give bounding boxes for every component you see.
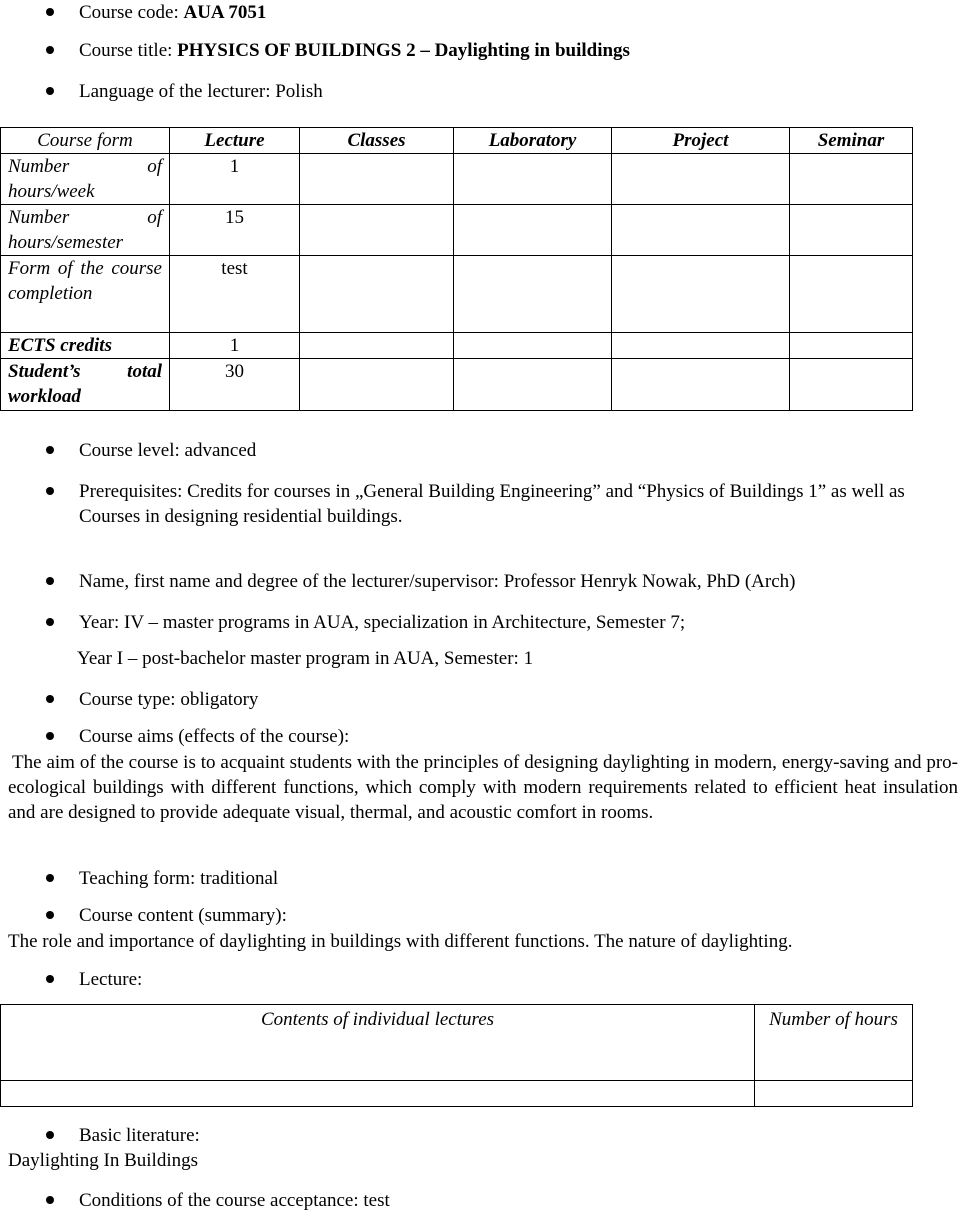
- cell-lecture-hours-week: 1: [170, 154, 300, 205]
- table-header-row: [1, 128, 913, 154]
- language-text: Language of the lecturer: Polish: [79, 81, 323, 102]
- prerequisites-text: Prerequisites: Credits for courses in „General Building Engineering” and “Physics of Buildings 1” as well as: [79, 481, 905, 502]
- course-code-value: AUA 7051: [183, 2, 267, 23]
- course-type-text: Course type: obligatory: [79, 689, 259, 710]
- course-form-table: [0, 127, 913, 411]
- course-code-label: Course code:: [79, 2, 184, 23]
- course-aims-text: The aim of the course is to acquaint students with the principles of designing daylighting in modern, energy-saving and pro-ecological buildings with different functions, which comply with modern requirements related to efficient heat insulation and are designed to provide adequate visual, thermal, and acoustic comfort in rooms.: [8, 752, 958, 823]
- prerequisites-text-cont: Courses in designing residential buildings.: [79, 506, 403, 527]
- lecturer-text: Name, first name and degree of the lecturer/supervisor: Professor Henryk Nowak, PhD (Arch): [79, 571, 796, 592]
- table-row: [1, 205, 913, 256]
- col-header-number-of-hours: Number of hours: [755, 1005, 913, 1081]
- table-row: [1, 1081, 913, 1107]
- col-header-course-form: Course form: [1, 128, 170, 154]
- cell-lecture-workload: 30: [170, 359, 300, 411]
- row-label-hours-week: Number of hours/week: [1, 154, 170, 205]
- course-level-text: Course level: advanced: [79, 440, 257, 461]
- year-text: Year: IV – master programs in AUA, specialization in Architecture, Semester 7;: [79, 612, 686, 633]
- table-row: [1, 256, 913, 333]
- lecture-label: Lecture:: [79, 969, 143, 990]
- table-header-row: [1, 1005, 913, 1081]
- row-label-completion: Form of the course completion: [1, 256, 170, 333]
- course-aims-label: Course aims (effects of the course):: [79, 726, 350, 747]
- teaching-form-text: Teaching form: traditional: [79, 868, 279, 889]
- basic-literature-label: Basic literature:: [79, 1125, 200, 1146]
- year-text-cont: Year I – post-bachelor master program in AUA, Semester: 1: [77, 648, 534, 669]
- col-header-contents: Contents of individual lectures: [1, 1005, 755, 1081]
- table-row: [1, 359, 913, 411]
- row-label-workload: Student’s total workload: [1, 359, 170, 411]
- row-label-hours-semester: Number of hours/semester: [1, 205, 170, 256]
- course-content-text: The role and importance of daylighting in buildings with different functions. The nature of daylighting.: [8, 931, 793, 952]
- col-header-classes: Classes: [300, 128, 454, 154]
- cell-lecture-completion: test: [170, 256, 300, 333]
- cell-lecture-ects: 1: [170, 333, 300, 359]
- cell-lecture-hours-semester: 15: [170, 205, 300, 256]
- col-header-project: Project: [612, 128, 790, 154]
- col-header-lecture: Lecture: [170, 128, 300, 154]
- literature-entry: Daylighting In Buildings: [8, 1150, 198, 1171]
- course-title-label: Course title:: [79, 40, 178, 61]
- col-header-seminar: Seminar: [790, 128, 913, 154]
- row-label-ects: ECTS credits: [1, 333, 170, 359]
- table-row: [1, 154, 913, 205]
- col-header-laboratory: Laboratory: [454, 128, 612, 154]
- course-content-label: Course content (summary):: [79, 905, 287, 926]
- acceptance-text: Conditions of the course acceptance: test: [79, 1190, 390, 1211]
- course-title-value: PHYSICS OF BUILDINGS 2 – Daylighting in buildings: [177, 40, 630, 61]
- table-row: [1, 333, 913, 359]
- lecture-table: [0, 1004, 913, 1107]
